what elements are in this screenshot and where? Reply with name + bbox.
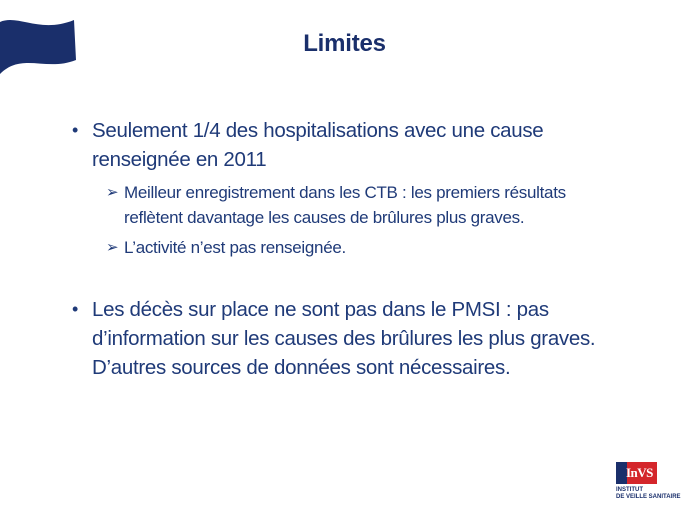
- logo-caption-line: INSTITUT: [616, 487, 643, 493]
- bullet-item: [70, 116, 670, 174]
- logo-mark: [626, 465, 653, 481]
- bullet-text-line: D’autres sources de données sont nécessaires.: [92, 356, 511, 379]
- logo-caption: [616, 487, 681, 501]
- logo-mark-right: VS: [637, 465, 653, 480]
- bullet-text-line: renseignée en 2011: [92, 148, 267, 171]
- bullet-icon: •: [72, 120, 79, 140]
- sub-bullet-item: [106, 235, 670, 260]
- bullet-icon: •: [72, 299, 79, 319]
- sub-bullet-list: [106, 180, 670, 260]
- logo-caption-line: DE VEILLE SANITAIRE: [616, 494, 681, 500]
- bullet-item: [70, 295, 670, 382]
- invs-logo: [614, 462, 681, 508]
- slide-body: [70, 116, 670, 382]
- sub-bullet-text-line: Meilleur enregistrement dans les CTB : les premiers résultats: [124, 183, 566, 202]
- sub-bullet-item: [106, 180, 670, 230]
- sub-bullet-text-line: L’activité n’est pas renseignée.: [124, 238, 346, 257]
- bullet-text-line: d’information sur les causes des brûlures les plus graves.: [92, 327, 596, 350]
- spacer: [70, 265, 670, 295]
- arrow-bullet-icon: ➢: [106, 184, 119, 201]
- slide-title: Limites: [303, 30, 386, 57]
- bullet-text-line: Seulement 1/4 des hospitalisations avec une cause: [92, 119, 544, 142]
- bullet-text-line: Les décès sur place ne sont pas dans le PMSI : pas: [92, 298, 549, 321]
- sub-bullet-text-line: reflètent davantage les causes de brûlures plus graves.: [124, 208, 525, 227]
- arrow-bullet-icon: ➢: [106, 239, 119, 256]
- logo-mark-left: In: [626, 465, 638, 480]
